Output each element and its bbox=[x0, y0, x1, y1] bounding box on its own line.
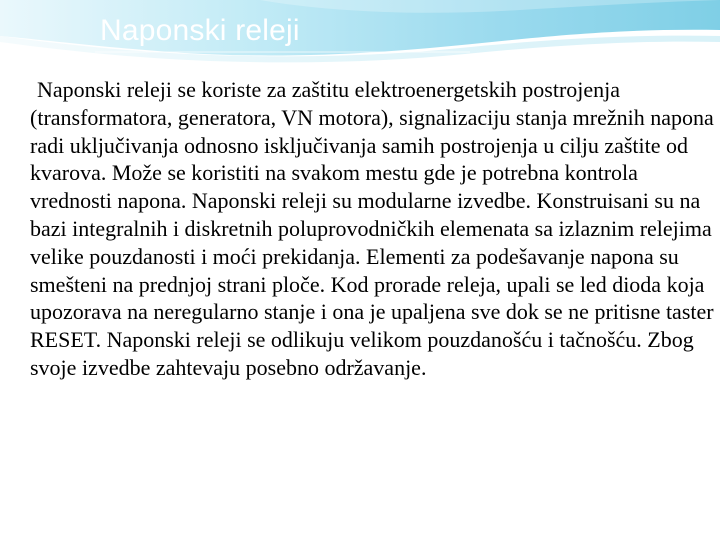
slide-title: Naponski releji bbox=[100, 14, 300, 47]
body-paragraph: Naponski releji se koriste za zaštitu elektroenergetskih postrojenja (transformatora, generatora, VN motora), signalizaciju stanja mrežnih napona radi uključivanja odnosno isključivanja samih postrojenja u cilju zaštite od kvarova. Može se koristiti na svakom mestu gde je potrebna kontrola vrednosti napona. Naponski releji su modularne izvedbe. Konstruisani su na bazi integralnih i diskretnih poluprovodničkih elemenata sa izlaznim relejima velike pouzdanosti i moći prekidanja. Elementi za podešavanje napona su smešteni na prednjoj strani ploče. Kod prorade releja, upali se led dioda koja upozorava na neregularno stanje i ona je upaljena sve dok se ne pritisne taster RESET. Naponski releji se odlikuju velikom pouzdanošću i tačnošću. Zbog svoje izvedbe zahtevaju posebno održavanje. bbox=[30, 77, 714, 380]
